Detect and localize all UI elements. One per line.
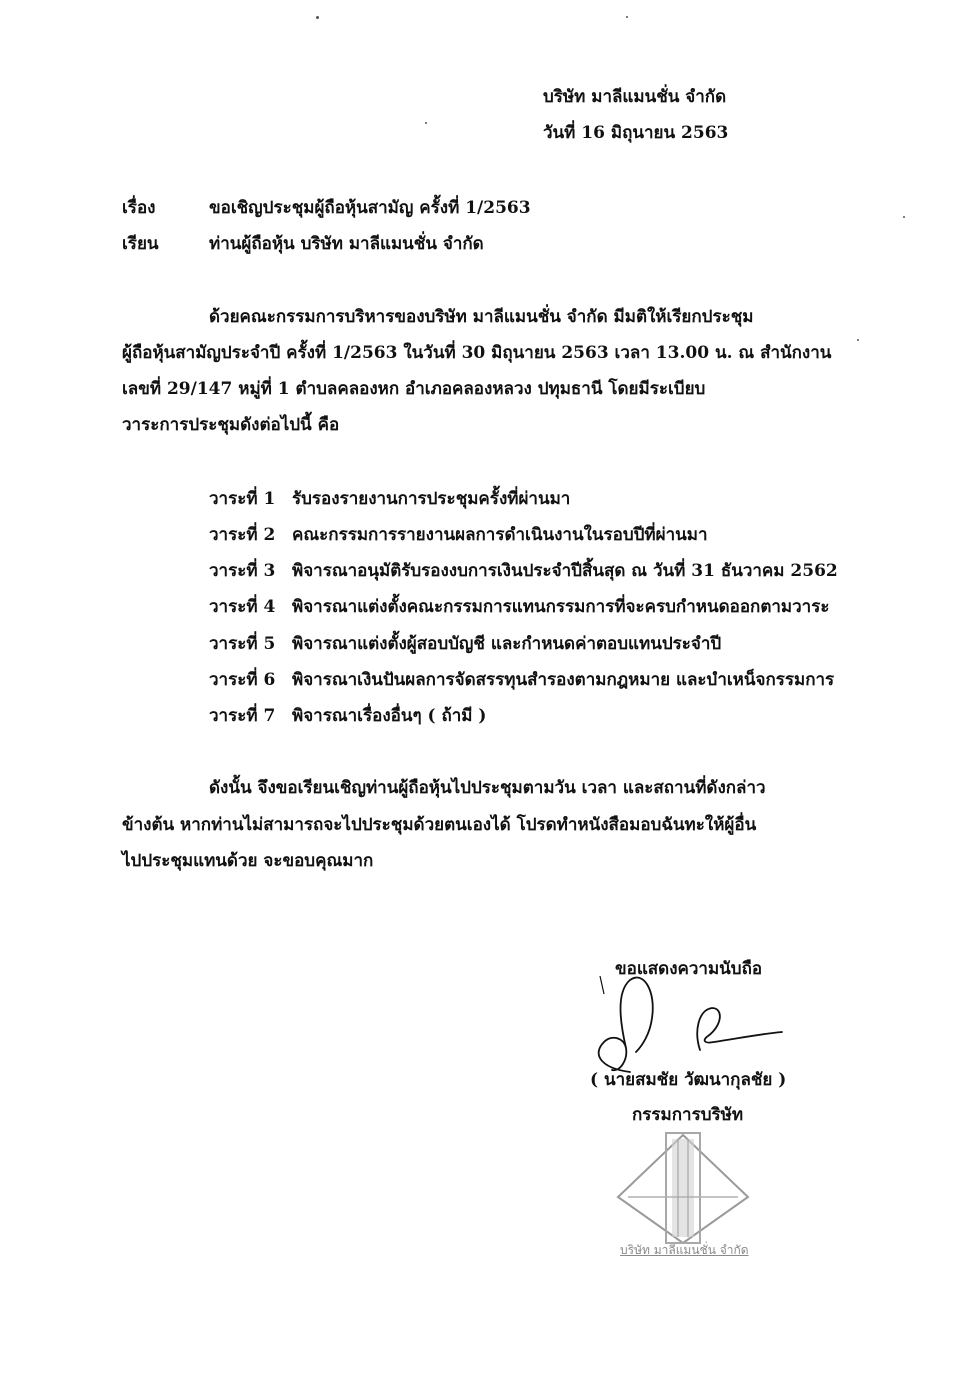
agenda-number: วาระที่ 2 <box>209 525 276 545</box>
scan-speck <box>626 16 628 18</box>
scan-speck <box>425 122 427 124</box>
signatory-name: ( นายสมชัย วัฒนากุลชัย ) <box>590 1070 787 1090</box>
closing-line: ดังนั้น จึงขอเรียนเชิญท่านผู้ถือหุ้นไปประชุมตามวัน เวลา และสถานที่ดังกล่าว <box>209 778 766 798</box>
subject-label: เรื่อง <box>122 198 156 218</box>
letter-date: วันที่ 16 มิถุนายน 2563 <box>543 123 729 143</box>
subject-text: ขอเชิญประชุมผู้ถือหุ้นสามัญ ครั้งที่ 1/2563 <box>209 198 531 218</box>
intro-line: ด้วยคณะกรรมการบริหารของบริษัท มาลีแมนชั่น จำกัด มีมติให้เรียกประชุม <box>209 307 754 327</box>
scan-speck <box>857 339 859 341</box>
agenda-number: วาระที่ 6 <box>209 670 276 690</box>
recipient-label: เรียน <box>122 234 159 254</box>
agenda-number: วาระที่ 7 <box>209 706 276 726</box>
agenda-number: วาระที่ 1 <box>209 489 276 509</box>
handwritten-signature <box>590 972 790 1082</box>
intro-line: ผู้ถือหุ้นสามัญประจำปี ครั้งที่ 1/2563 ในวันที่ 30 มิถุนายน 2563 เวลา 13.00 น. ณ สำนักงาน <box>122 343 832 363</box>
scan-speck <box>903 216 905 218</box>
closing-line: ไปประชุมแทนด้วย จะขอบคุณมาก <box>122 851 374 871</box>
company-name: บริษัท มาลีแมนชั่น จำกัด <box>543 87 727 107</box>
agenda-number: วาระที่ 4 <box>209 597 276 617</box>
agenda-text: พิจารณาอนุมัติรับรองงบการเงินประจำปีสิ้นสุด ณ วันที่ 31 ธันวาคม 2562 <box>292 561 838 581</box>
agenda-text: พิจารณาเงินปันผลการจัดสรรทุนสำรองตามกฎหมาย และบำเหน็จกรรมการ <box>292 670 835 690</box>
seal-caption: บริษัท มาลีแมนชั่น จำกัด <box>620 1243 749 1257</box>
signatory-title: กรรมการบริษัท <box>632 1105 744 1125</box>
agenda-number: วาระที่ 3 <box>209 561 276 581</box>
recipient-text: ท่านผู้ถือหุ้น บริษัท มาลีแมนชั่น จำกัด <box>209 234 484 254</box>
agenda-text: พิจารณาเรื่องอื่นๆ ( ถ้ามี ) <box>292 706 487 726</box>
intro-line: วาระการประชุมดังต่อไปนี้ คือ <box>122 415 340 435</box>
agenda-text: พิจารณาแต่งตั้งผู้สอบบัญชี และกำหนดค่าตอบแทนประจำปี <box>292 634 722 654</box>
agenda-text: คณะกรรมการรายงานผลการดำเนินงานในรอบปีที่ผ่านมา <box>292 525 708 545</box>
intro-line: เลขที่ 29/147 หมู่ที่ 1 ตำบลคลองหก อำเภอคลองหลวง ปทุมธานี โดยมีระเบียบ <box>122 379 706 399</box>
closing-line: ข้างต้น หากท่านไม่สามารถจะไปประชุมด้วยตนเองได้ โปรดทำหนังสือมอบฉันทะให้ผู้อื่น <box>122 815 757 835</box>
agenda-text: รับรองรายงานการประชุมครั้งที่ผ่านมา <box>292 489 571 509</box>
company-seal-logo <box>608 1125 758 1255</box>
agenda-number: วาระที่ 5 <box>209 634 276 654</box>
salutation: ขอแสดงความนับถือ <box>615 959 763 979</box>
scan-speck <box>316 16 319 19</box>
agenda-text: พิจารณาแต่งตั้งคณะกรรมการแทนกรรมการที่จะครบกำหนดออกตามวาระ <box>292 597 830 617</box>
